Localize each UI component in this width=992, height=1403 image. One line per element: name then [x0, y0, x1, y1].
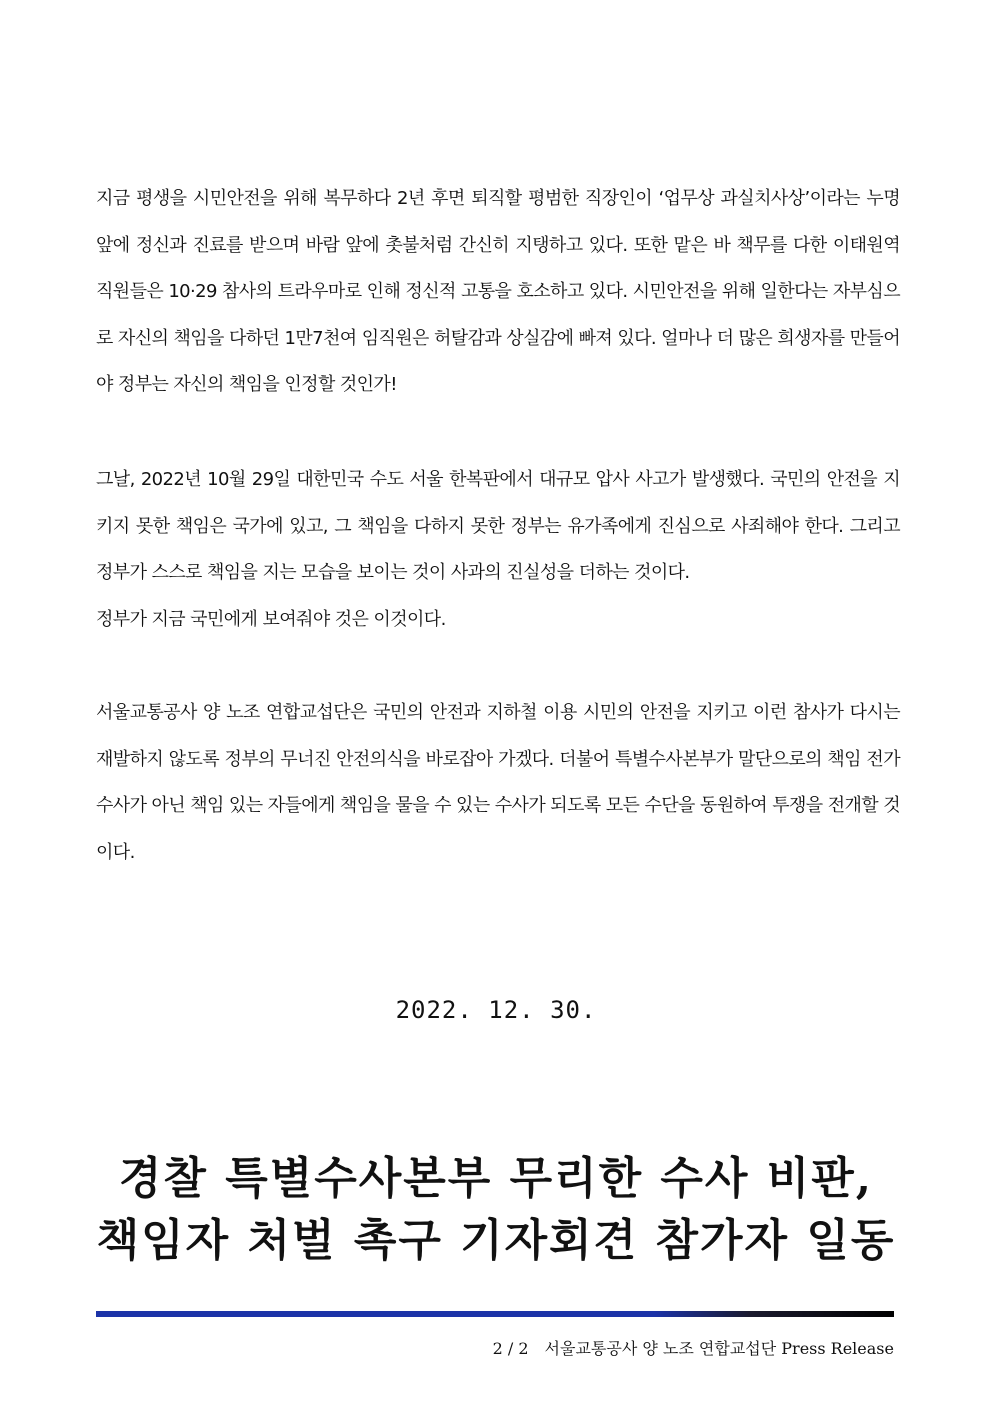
body-paragraph-2-text: 그날, 2022년 10월 29일 대한민국 수도 서울 한복판에서 대규모 압사 사고가 발생했다. 국민의 안전을 지키지 못한 책임은 국가에 있고, 그 책임을 다하지 못한 정부는 유가족에게 진심으로 사죄해야 한다. 그리고 정부가 스스로 책임을 지는 모습을 보이는 것이 사과의 진실성을 더하는 것이다.: [96, 469, 900, 583]
headline-line-2: 책임자 처벌 촉구 기자회견 참가자 일동: [96, 1215, 896, 1266]
footer-divider: [96, 1311, 894, 1317]
body-paragraph-2-last-line: 정부가 지금 국민에게 보여줘야 것은 이것이다.: [96, 608, 446, 630]
footer-org-label: 서울교통공사 양 노조 연합교섭단 Press Release: [544, 1339, 894, 1358]
page-number: 2 / 2: [492, 1339, 529, 1358]
release-date: 2022. 12. 30.: [395, 996, 597, 1024]
body-paragraph-1: 지금 평생을 시민안전을 위해 복무하다 2년 후면 퇴직할 평범한 직장인이 ‘업무상 과실치사상’이라는 누명 앞에 정신과 진료를 받으며 바람 앞에 촛불처럼 간신히 지탱하고 있다. 또한 맡은 바 책무를 다한 이태원역 직원들은 10·29 참사의 트라우마로 인해 정신적 고통을 호소하고 있다. 시민안전을 위해 일한다는 자부심으로 자신의 책임을 다하던 1만7천여 임직원은 허탈감과 상실감에 빠져 있다. 얼마나 더 많은 희생자를 만들어야 정부는 자신의 책임을 인정할 것인가!: [96, 188, 900, 395]
footer: [493, 1336, 894, 1359]
body-paragraph-2: [96, 457, 900, 643]
headline: [0, 1148, 992, 1272]
headline-line-1: 경찰 특별수사본부 무리한 수사 비판,: [118, 1153, 874, 1204]
body-paragraph-3: 서울교통공사 양 노조 연합교섭단은 국민의 안전과 지하철 이용 시민의 안전을 지키고 이런 참사가 다시는 재발하지 않도록 정부의 무너진 안전의식을 바로잡아 가겠다. 더불어 특별수사본부가 말단으로의 책임 전가 수사가 아닌 책임 있는 자들에게 책임을 물을 수 있는 수사가 되도록 모든 수단을 동원하여 투쟁을 전개할 것이다.: [96, 702, 900, 863]
